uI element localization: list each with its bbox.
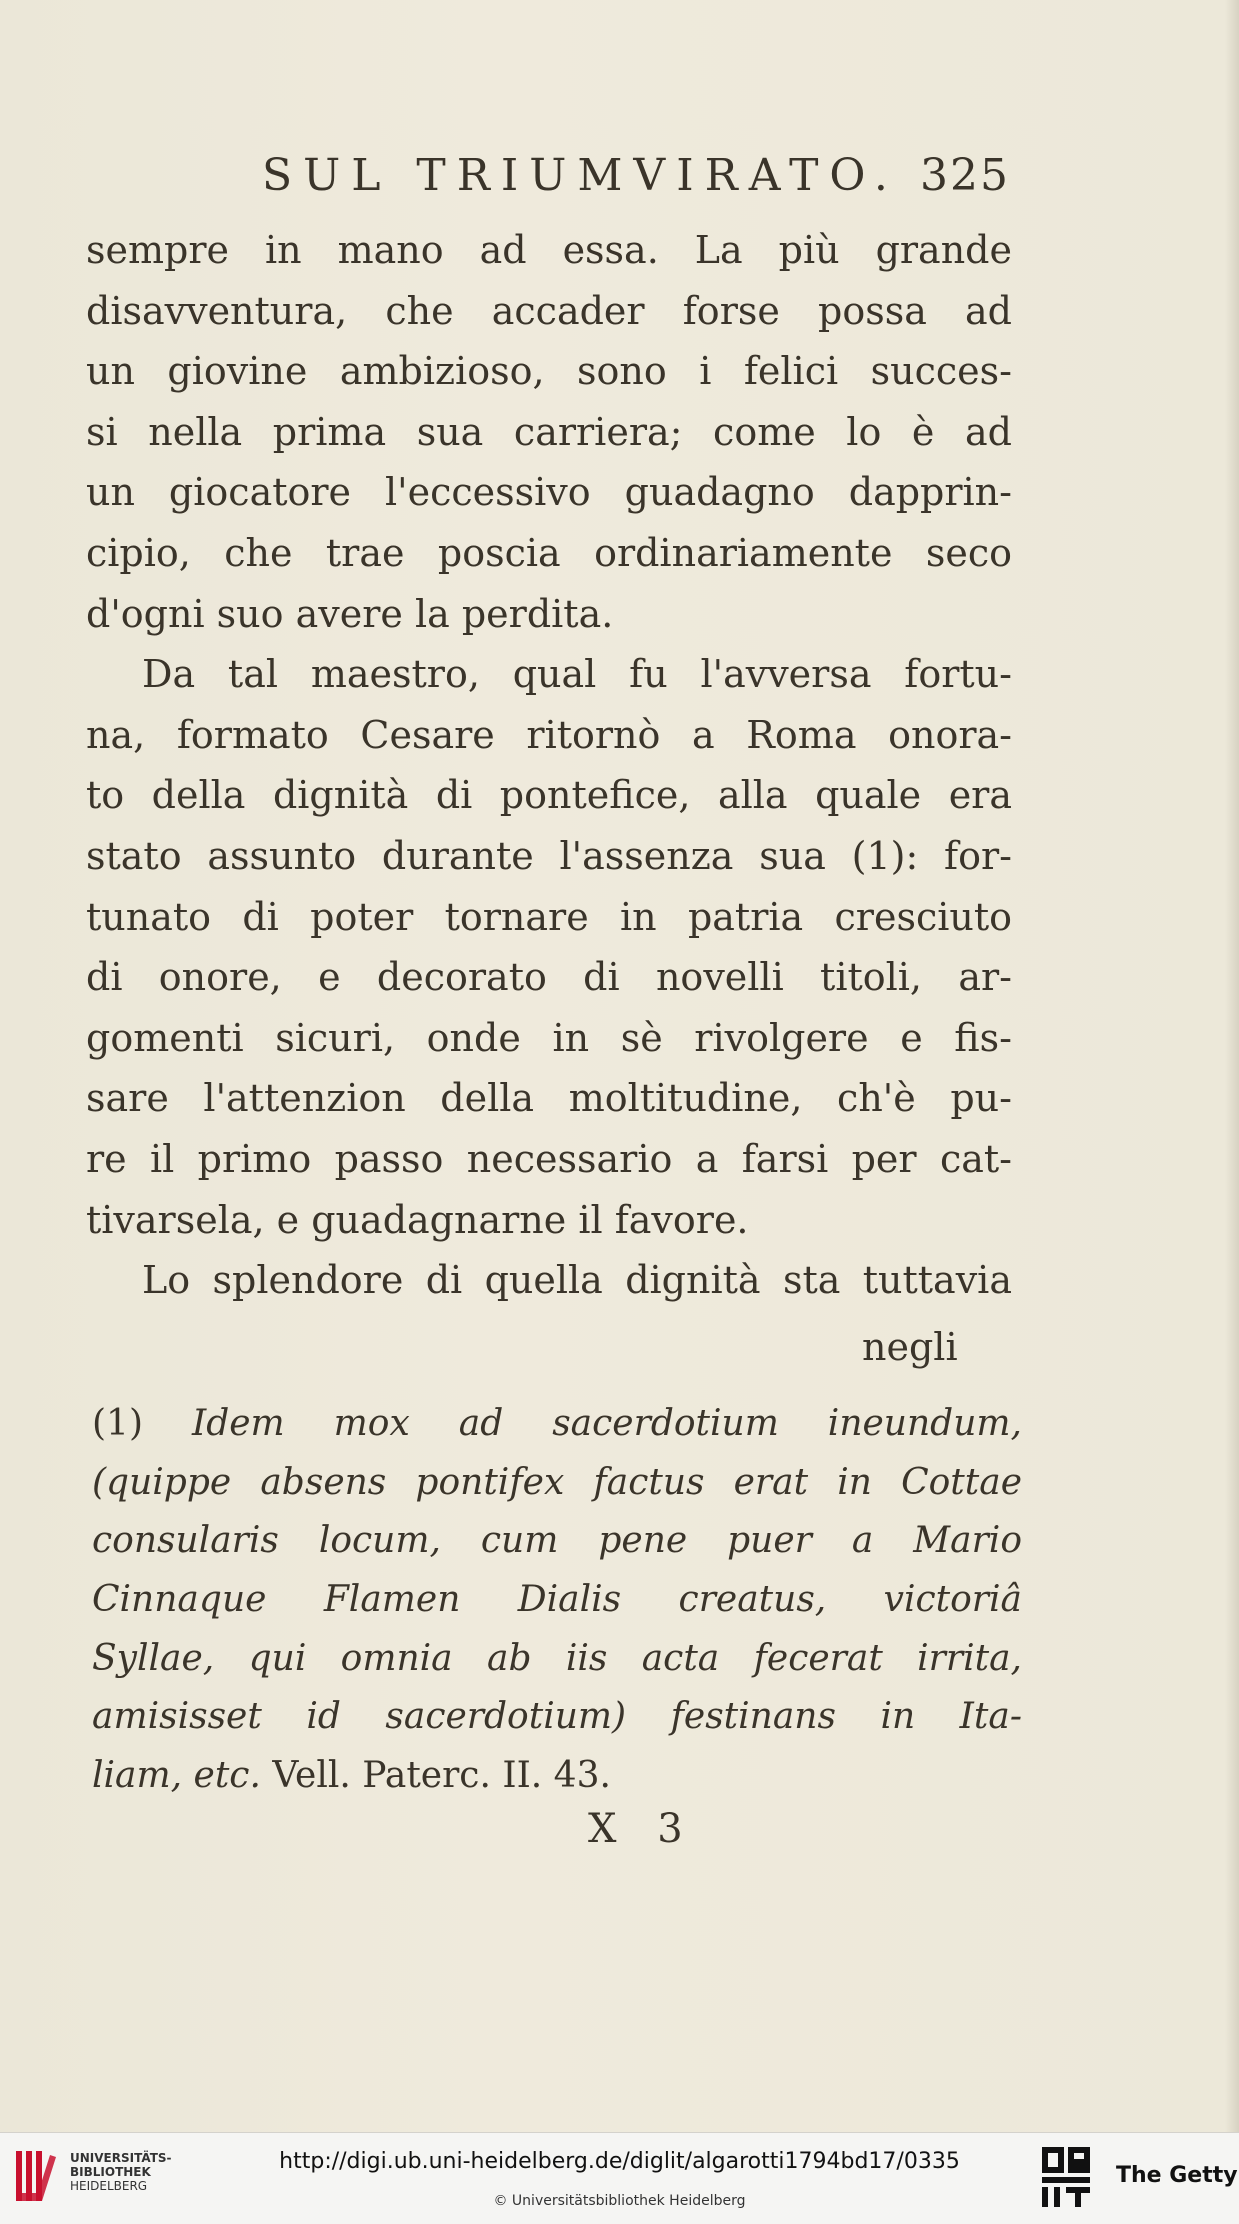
footnote-line: consularis locum, cum pene puer a Mario bbox=[92, 1520, 1022, 1562]
footnote-line bbox=[92, 1395, 1022, 1454]
body-line: tivarsela, e guadagnarne il favore. bbox=[86, 1197, 749, 1242]
footnote-line: (quippe absens pontifex factus erat in Cottae bbox=[92, 1461, 1022, 1503]
body-line: di onore, e decorato di novelli titoli, ar- bbox=[86, 955, 1012, 1000]
footnote bbox=[92, 1395, 1022, 1806]
running-title: SUL TRIUMVIRATO. bbox=[262, 150, 899, 201]
footnote-line: Syllae, qui omnia ab iis acta fecerat irrita, bbox=[92, 1637, 1022, 1679]
body-text bbox=[86, 220, 1012, 1311]
catchword: negli bbox=[862, 1325, 958, 1369]
body-line: d'ogni suo avere la perdita. bbox=[86, 591, 614, 636]
body-line: Da tal maestro, qual fu l'avversa fortu- bbox=[142, 652, 1012, 697]
body-line: tunato di poter tornare in patria cresciuto bbox=[86, 894, 1012, 939]
page-gutter-shadow bbox=[1225, 0, 1239, 2132]
footnote-line bbox=[92, 1747, 1022, 1806]
running-header bbox=[262, 150, 1010, 210]
getty-logo-icon[interactable] bbox=[1040, 2145, 1096, 2209]
viewer-footer bbox=[0, 2132, 1239, 2224]
footnote-line: Cinnaque Flamen Dialis creatus, victoriâ bbox=[92, 1579, 1022, 1621]
body-line: re il primo passo necessario a farsi per cat- bbox=[86, 1136, 1012, 1181]
body-line: un giovine ambizioso, sono i felici succes- bbox=[86, 349, 1012, 394]
body-line: un giocatore l'eccessivo guadagno dapprin- bbox=[86, 470, 1012, 515]
body-line: disavventura, che accader forse possa ad bbox=[86, 288, 1012, 333]
page-number: 325 bbox=[920, 150, 1010, 201]
footnote-line: amisisset id sacerdotium) festinans in Ita- bbox=[92, 1696, 1022, 1738]
body-line: sare l'attenzion della moltitudine, ch'è pu- bbox=[86, 1076, 1012, 1121]
copyright-notice: © Universitätsbibliothek Heidelberg bbox=[493, 2193, 746, 2209]
permalink-url[interactable]: http://digi.ub.uni-heidelberg.de/diglit/algarotti1794bd17/0335 bbox=[279, 2149, 960, 2174]
library-name-line: UNIVERSITÄTS- bbox=[70, 2151, 172, 2165]
body-line: sempre in mano ad essa. La più grande bbox=[86, 228, 1012, 272]
body-line: stato assunto durante l'assenza sua (1): for- bbox=[86, 833, 1012, 878]
body-line: gomenti sicuri, onde in sè rivolgere e fis- bbox=[86, 1015, 1012, 1060]
footnote-text: Idem mox ad sacerdotium ineundum, bbox=[191, 1403, 1022, 1444]
signature-mark: X 3 bbox=[588, 1806, 697, 1852]
library-name-line: BIBLIOTHEK bbox=[70, 2165, 151, 2179]
library-name-line: HEIDELBERG bbox=[70, 2179, 148, 2193]
body-line: si nella prima sua carriera; come lo è ad bbox=[86, 409, 1012, 454]
footnote-marker: (1) bbox=[92, 1403, 143, 1444]
body-line: na, formato Cesare ritornò a Roma onora- bbox=[86, 712, 1012, 757]
footnote-text: liam, etc. bbox=[92, 1755, 261, 1797]
body-line: Lo splendore di quella dignità sta tuttavia bbox=[142, 1258, 1012, 1303]
body-line: to della dignità di pontefice, alla quale era bbox=[86, 773, 1012, 818]
footnote-citation: Vell. Paterc. II. 43. bbox=[272, 1755, 611, 1797]
getty-label: The Getty bbox=[1116, 2163, 1238, 2188]
body-line: cipio, che trae poscia ordinariamente seco bbox=[86, 530, 1012, 575]
